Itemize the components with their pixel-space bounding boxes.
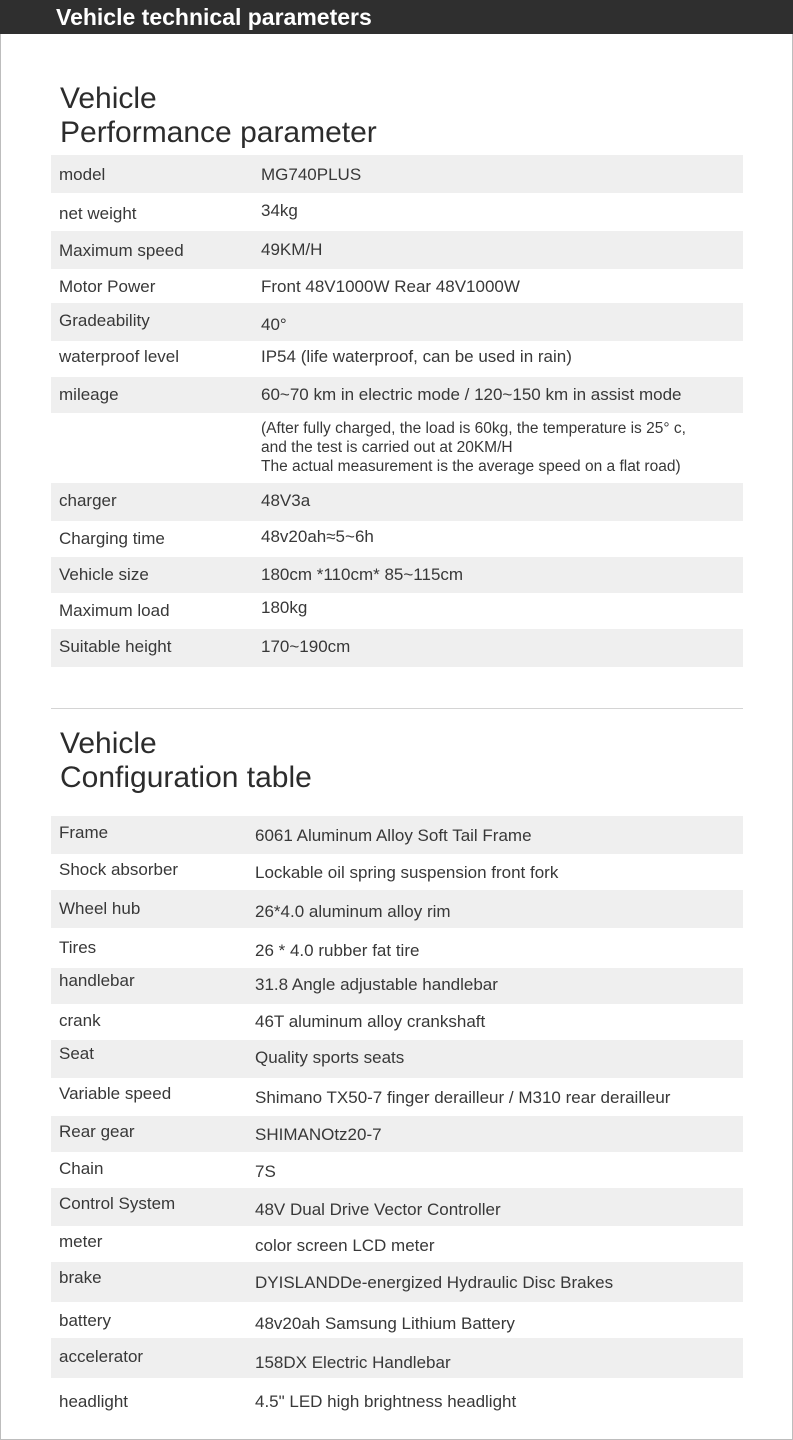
table-row bbox=[51, 1338, 743, 1378]
row-value: 4.5" LED high brightness headlight bbox=[255, 1392, 517, 1411]
row-label: mileage bbox=[59, 385, 119, 404]
table-row bbox=[51, 1078, 743, 1116]
table-row bbox=[51, 303, 743, 341]
row-value: color screen LCD meter bbox=[255, 1236, 435, 1255]
row-label: Frame bbox=[59, 823, 109, 842]
configuration-heading-line2: Configuration table bbox=[60, 761, 312, 794]
row-value: 180cm *110cm* 85~115cm bbox=[261, 565, 464, 584]
row-label: Maximum speed bbox=[59, 241, 184, 260]
section-divider bbox=[51, 708, 743, 709]
table-row bbox=[51, 854, 743, 890]
row-label: Suitable height bbox=[59, 637, 172, 656]
table-row bbox=[51, 193, 743, 231]
row-label: Gradeability bbox=[59, 311, 150, 330]
row-value: 6061 Aluminum Alloy Soft Tail Frame bbox=[255, 826, 532, 845]
table-row bbox=[51, 557, 743, 593]
table-row bbox=[51, 1116, 743, 1152]
table-row bbox=[51, 483, 743, 521]
row-label: meter bbox=[59, 1232, 103, 1251]
row-value: 26*4.0 aluminum alloy rim bbox=[255, 902, 451, 921]
row-label: handlebar bbox=[59, 971, 135, 990]
row-value: 26 * 4.0 rubber fat tire bbox=[255, 941, 420, 960]
table-row-note bbox=[51, 413, 743, 483]
row-label: Charging time bbox=[59, 529, 165, 548]
row-value: 170~190cm bbox=[261, 637, 351, 656]
row-value: 158DX Electric Handlebar bbox=[255, 1353, 451, 1372]
row-label: Motor Power bbox=[59, 277, 156, 296]
row-label: Control System bbox=[59, 1194, 176, 1213]
performance-heading-line2: Performance parameter bbox=[60, 116, 377, 149]
mileage-note-line: The actual measurement is the average speed on a flat road) bbox=[261, 458, 681, 475]
row-label: crank bbox=[59, 1011, 101, 1030]
row-label: Shock absorber bbox=[59, 860, 179, 879]
table-row bbox=[51, 1302, 743, 1338]
row-label: battery bbox=[59, 1311, 111, 1330]
row-label: brake bbox=[59, 1268, 102, 1287]
row-label: charger bbox=[59, 491, 117, 510]
row-label: accelerator bbox=[59, 1347, 144, 1366]
row-value: 48v20ah≈5~6h bbox=[261, 527, 374, 546]
row-value: 31.8 Angle adjustable handlebar bbox=[255, 975, 498, 994]
performance-heading-line1: Vehicle bbox=[60, 82, 157, 115]
row-value: 46T aluminum alloy crankshaft bbox=[255, 1012, 486, 1031]
row-label: headlight bbox=[59, 1392, 129, 1411]
mileage-note-line: and the test is carried out at 20KM/H bbox=[261, 439, 513, 456]
table-row bbox=[51, 593, 743, 629]
table-row bbox=[51, 1378, 743, 1418]
row-value: Shimano TX50-7 finger derailleur / M310 rear derailleur bbox=[255, 1088, 671, 1107]
table-row bbox=[51, 890, 743, 928]
row-value: 49KM/H bbox=[261, 240, 323, 259]
table-row bbox=[51, 269, 743, 303]
row-value: 48V Dual Drive Vector Controller bbox=[255, 1200, 501, 1219]
table-row bbox=[51, 928, 743, 968]
row-value: 180kg bbox=[261, 598, 308, 617]
row-value: Front 48V1000W Rear 48V1000W bbox=[261, 277, 520, 296]
mileage-note-line: (After fully charged, the load is 60kg, the temperature is 25° c, bbox=[261, 420, 686, 437]
banner-title: Vehicle technical parameters bbox=[56, 4, 372, 30]
table-row bbox=[51, 231, 743, 269]
row-value: Lockable oil spring suspension front fork bbox=[255, 863, 559, 882]
table-row bbox=[51, 155, 743, 193]
row-label: Tires bbox=[59, 938, 97, 957]
row-value: 34kg bbox=[261, 201, 298, 220]
row-value: SHIMANOtz20-7 bbox=[255, 1125, 382, 1144]
row-value: 40° bbox=[261, 315, 287, 334]
row-label: Chain bbox=[59, 1159, 104, 1178]
table-row bbox=[51, 521, 743, 557]
row-label: net weight bbox=[59, 204, 137, 223]
row-value: 60~70 km in electric mode / 120~150 km in assist mode bbox=[261, 385, 682, 404]
table-row bbox=[51, 1004, 743, 1040]
table-row bbox=[51, 1262, 743, 1302]
row-label: model bbox=[59, 165, 106, 184]
table-row bbox=[51, 377, 743, 413]
row-value: DYISLANDDe-energized Hydraulic Disc Brakes bbox=[255, 1273, 614, 1292]
row-label: Wheel hub bbox=[59, 899, 141, 918]
row-label: Rear gear bbox=[59, 1122, 135, 1141]
table-row bbox=[51, 1152, 743, 1188]
row-value: MG740PLUS bbox=[261, 165, 362, 184]
row-value: 7S bbox=[255, 1162, 276, 1181]
title-banner bbox=[0, 0, 793, 34]
table-row bbox=[51, 968, 743, 1004]
table-row bbox=[51, 1226, 743, 1262]
row-value: IP54 (life waterproof, can be used in rain) bbox=[261, 347, 572, 366]
table-row bbox=[51, 629, 743, 667]
table-row bbox=[51, 816, 743, 854]
row-label: Seat bbox=[59, 1044, 94, 1063]
row-label: Vehicle size bbox=[59, 565, 149, 584]
table-row bbox=[51, 1188, 743, 1226]
row-value: 48v20ah Samsung Lithium Battery bbox=[255, 1314, 515, 1333]
row-value: Quality sports seats bbox=[255, 1048, 405, 1067]
configuration-heading-line1: Vehicle bbox=[60, 727, 157, 760]
row-value: 48V3a bbox=[261, 491, 311, 510]
table-row bbox=[51, 341, 743, 377]
row-label: Variable speed bbox=[59, 1084, 172, 1103]
row-label: waterproof level bbox=[59, 347, 180, 366]
table-row bbox=[51, 1040, 743, 1078]
row-label: Maximum load bbox=[59, 601, 170, 620]
